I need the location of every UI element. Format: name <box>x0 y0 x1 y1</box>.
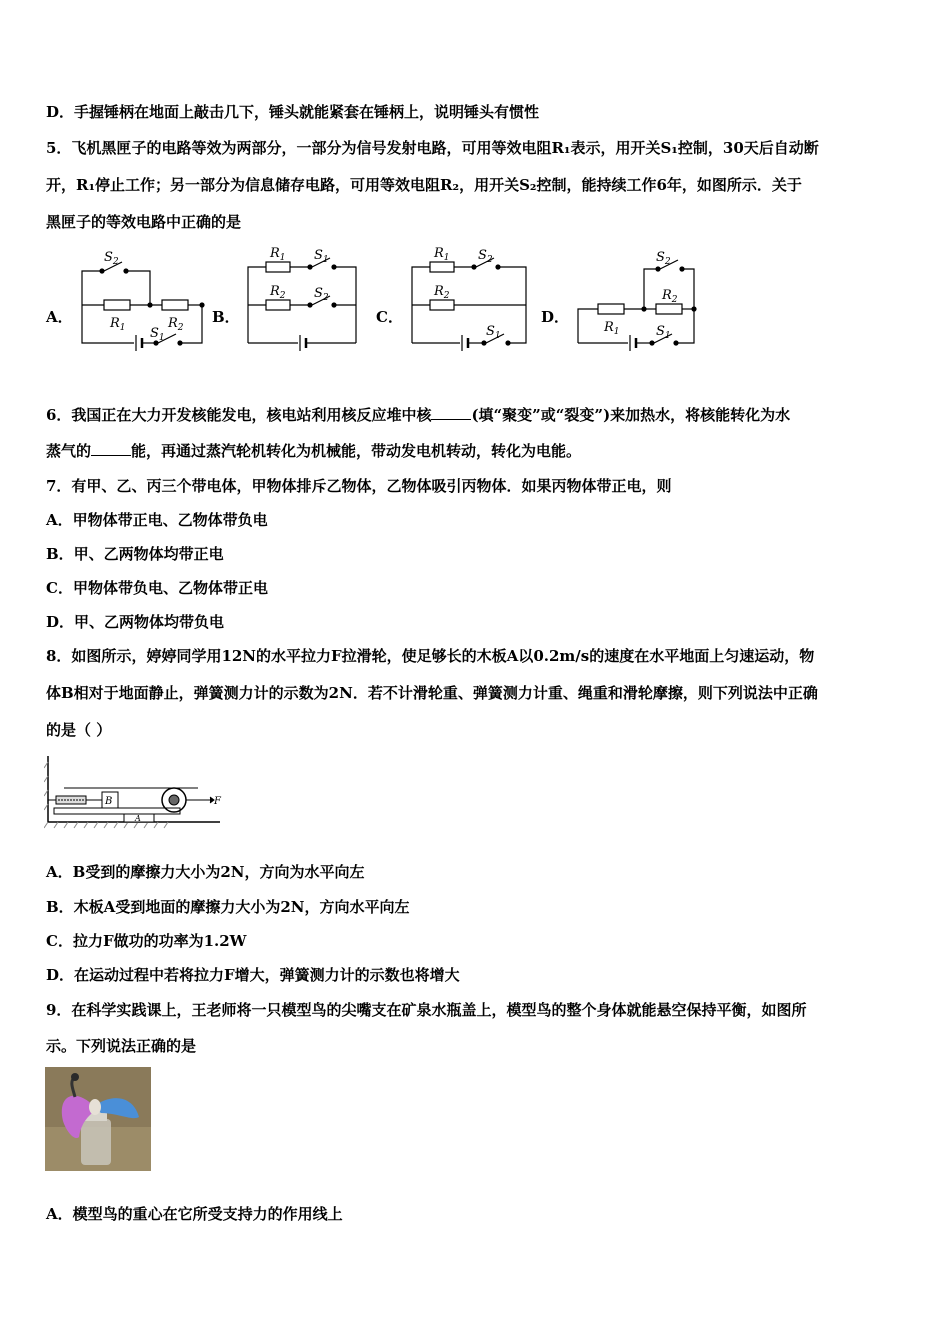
label-s1: $S_1$ <box>150 326 165 343</box>
circuit-diagram-d <box>566 243 702 355</box>
q8-option-a: A．B受到的摩擦力大小为2N，方向为水平向左 <box>46 863 365 881</box>
label-s1: $S_1$ <box>486 324 501 341</box>
q8-pulley-diagram <box>44 752 224 830</box>
label-r2: $R_2$ <box>270 284 286 301</box>
q8-stem-line1: 8．如图所示，婷婷同学用12N的水平拉力F拉滑轮，使足够长的木板A以0.2m/s的速度在水平地面上匀速运动，物 <box>46 647 815 665</box>
label-r2: $R_2$ <box>168 316 184 333</box>
label-s1: $S_1$ <box>314 248 329 265</box>
q7-option-a: A．甲物体带正电、乙物体带负电 <box>46 511 268 529</box>
label-r1: $R_1$ <box>604 320 620 337</box>
q6-part3: 蒸气的 <box>46 442 92 460</box>
q6-part2: (填“聚变”或“裂变”)来加热水，将核能转化为水 <box>471 406 791 424</box>
q9-bird-photo <box>45 1067 151 1171</box>
label-s2: $S_2$ <box>656 250 671 267</box>
q6-blank2[interactable] <box>91 441 131 456</box>
q6-blank1[interactable] <box>431 405 471 420</box>
q9-stem-line1: 9．在科学实践课上，王老师将一只模型鸟的尖嘴支在矿泉水瓶盖上，模型鸟的整个身体就能悬空保持平衡，如图所 <box>46 1001 807 1019</box>
q8-option-b: B．木板A受到地面的摩擦力大小为2N，方向水平向左 <box>46 898 410 916</box>
label-s2: $S_2$ <box>478 248 493 265</box>
q5-label-d: D． <box>541 308 570 326</box>
q5-stem-line3: 黑匣子的等效电路中正确的是 <box>46 213 242 231</box>
q7-option-c: C．甲物体带负电、乙物体带正电 <box>46 579 268 597</box>
q5-label-c: C． <box>376 308 403 326</box>
q5-stem-line1: 5．飞机黑匣子的电路等效为两部分，一部分为信号发射电路，可用等效电阻R₁表示，用开关S₁控制，30天后自动断 <box>46 139 819 157</box>
q6-line2 <box>46 441 581 461</box>
q8-option-c: C．拉力F做功的功率为1.2W <box>46 932 247 950</box>
label-force-f: F <box>214 796 221 807</box>
q9-option-a: A．模型鸟的重心在它所受支持力的作用线上 <box>46 1205 343 1223</box>
label-r2: $R_2$ <box>662 288 678 305</box>
q6-line1 <box>46 405 790 425</box>
q4-option-d: D．手握锤柄在地面上敲击几下，锤头就能紧套在锤柄上，说明锤头有惯性 <box>46 103 540 121</box>
q7-option-d: D．甲、乙两物体均带负电 <box>46 613 225 631</box>
q8-stem-line3: 的是（ ） <box>46 721 112 739</box>
label-r1: $R_1$ <box>110 316 126 333</box>
q8-stem-line2: 体B相对于地面静止，弹簧测力计的示数为2N．若不计滑轮重、弹簧测力计重、绳重和滑轮摩擦，则下列说法中正确 <box>46 684 818 702</box>
q5-stem-line2: 开，R₁停止工作；另一部分为信息储存电路，可用等效电阻R₂，用开关S₂控制，能持续工作6年，如图所示．关于 <box>46 176 802 194</box>
q5-label-b: B． <box>212 308 240 326</box>
q6-part4: 能，再通过蒸汽轮机转化为机械能，带动发电机转动，转化为电能。 <box>131 442 582 460</box>
q7-option-b: B．甲、乙两物体均带正电 <box>46 545 224 563</box>
label-r2: $R_2$ <box>434 284 450 301</box>
q8-option-d: D．在运动过程中若将拉力F增大，弹簧测力计的示数也将增大 <box>46 966 460 984</box>
label-s1: $S_1$ <box>656 324 671 341</box>
q6-part1: 6．我国正在大力开发核能发电，核电站利用核反应堆中核 <box>46 406 432 424</box>
circuit-diagram-a <box>70 243 210 355</box>
q7-stem: 7．有甲、乙、丙三个带电体，甲物体排斥乙物体，乙物体吸引丙物体．如果丙物体带正电，则 <box>46 477 672 495</box>
circuit-diagram-b <box>236 243 368 355</box>
q5-label-a: A． <box>46 308 73 326</box>
circuit-diagram-c <box>400 243 536 355</box>
label-s2: $S_2$ <box>314 286 329 303</box>
label-s2: $S_2$ <box>104 250 119 267</box>
label-block-b: B <box>105 796 113 807</box>
label-r1: $R_1$ <box>270 246 286 263</box>
label-r1: $R_1$ <box>434 246 450 263</box>
q9-stem-line2: 示。下列说法正确的是 <box>46 1037 197 1055</box>
label-board-a: A <box>135 814 141 823</box>
